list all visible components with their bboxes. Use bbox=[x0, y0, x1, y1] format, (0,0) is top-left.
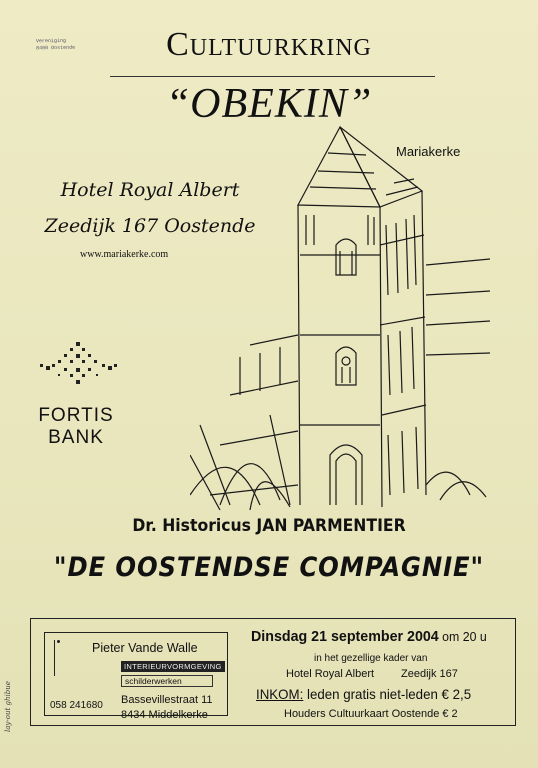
cardholder-price: Houders Cultuurkaart Oostende € 2 bbox=[284, 708, 458, 720]
event-address: Zeedijk 167 bbox=[401, 668, 458, 680]
poster-title: Cultuurkring bbox=[166, 26, 372, 63]
church-tower-illustration bbox=[190, 95, 490, 515]
title-rule bbox=[110, 76, 435, 77]
stamp-line-2: 8400 Oostende bbox=[36, 44, 76, 52]
website-link[interactable]: www.mariakerke.com bbox=[80, 249, 169, 260]
layout-credit: lay-out ghibue bbox=[4, 681, 12, 732]
advertiser-phone: 058 241680 bbox=[50, 700, 103, 711]
event-hotel: Hotel Royal Albert bbox=[286, 668, 375, 680]
advertiser-city: 8434 Middelkerke bbox=[121, 709, 208, 721]
entry-fees bbox=[256, 686, 471, 702]
advertiser-street: Bassevillestraat 11 bbox=[121, 694, 213, 706]
sponsor-name bbox=[36, 405, 116, 449]
fortis-logo-icon bbox=[36, 340, 126, 390]
venue-name: Hotel Royal Albert bbox=[60, 179, 240, 201]
stamp-line-1: Vereniging bbox=[35, 37, 66, 45]
event-date bbox=[251, 628, 487, 645]
event-time: om 20 u bbox=[438, 629, 487, 644]
event-date-bold: Dinsdag 21 september 2004 bbox=[251, 628, 439, 645]
lecture-title: "DE OOSTENDSE COMPAGNIE" bbox=[53, 552, 485, 583]
info-i-icon bbox=[54, 640, 69, 676]
advertiser-tag-painting: schilderwerken bbox=[121, 675, 213, 687]
advertiser-tag-interior: INTERIEURVORMGEVING bbox=[121, 661, 225, 672]
advertiser-name: Pieter Vande Walle bbox=[92, 641, 198, 655]
entry-label: INKOM: bbox=[256, 686, 304, 702]
location-label: Mariakerke bbox=[396, 144, 461, 159]
sponsor-line-2: BANK bbox=[48, 427, 104, 448]
poster-subtitle: “OBEKIN” bbox=[165, 81, 373, 127]
sponsor-line-1: FORTIS bbox=[38, 405, 114, 426]
venue-address: Zeedijk 167 Oostende bbox=[44, 215, 256, 237]
speaker-name: Dr. Historicus JAN PARMENTIER bbox=[132, 516, 406, 536]
event-setting: in het gezellige kader van bbox=[314, 653, 428, 664]
entry-prices: leden gratis niet-leden € 2,5 bbox=[303, 686, 472, 702]
